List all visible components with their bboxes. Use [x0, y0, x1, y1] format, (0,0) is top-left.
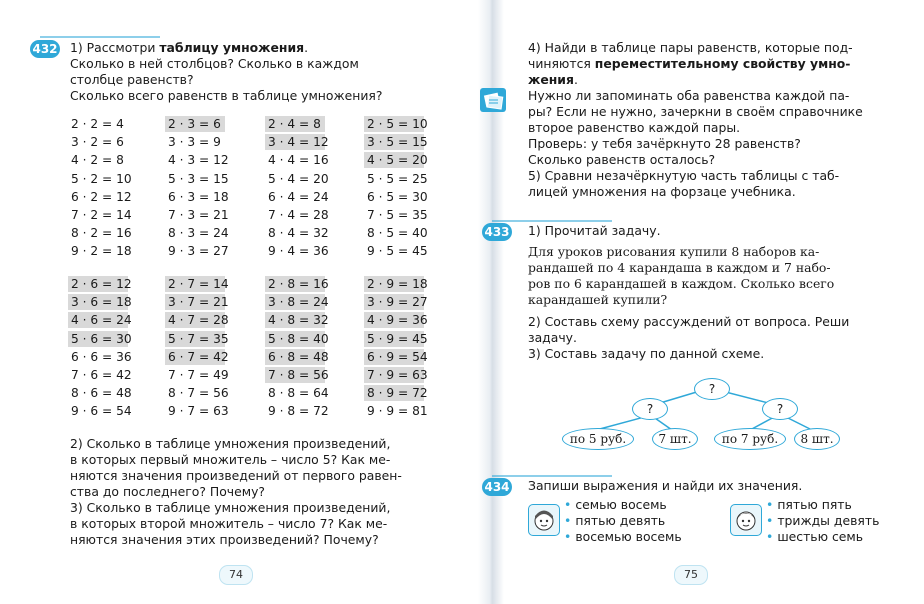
multiplication-equation: 9 · 6 = 54 — [71, 404, 132, 419]
multiplication-equation: 2 · 2 = 4 — [71, 117, 124, 131]
scheme-leaf: по 5 руб. — [562, 428, 634, 450]
task432-q1-line3: столбце равенств? — [70, 72, 194, 87]
multiplication-equation: 6 · 5 = 30 — [367, 189, 428, 204]
task432-q1-line1: 1) Рассмотри таблицу умножения. — [70, 40, 309, 55]
task434-right-item: • пятью пять — [766, 497, 852, 512]
multiplication-equation: 8 · 6 = 48 — [71, 386, 132, 401]
task-number-badge: 433 — [482, 223, 512, 241]
multiplication-equation: 4 · 3 = 12 — [168, 153, 229, 168]
multiplication-equation: 2 · 4 = 8 — [265, 116, 325, 132]
task-header-line — [492, 220, 612, 222]
task434-left-item: • восемью восемь — [564, 529, 682, 544]
multiplication-equation: 7 · 2 = 14 — [71, 208, 132, 222]
task433-problem-line3: ров по 6 карандашей в каждом. Сколько всего — [528, 276, 835, 291]
multiplication-equation: 9 · 5 = 45 — [367, 244, 428, 259]
multiplication-equation: 5 · 2 = 10 — [71, 171, 132, 186]
task-number-badge: 434 — [482, 478, 512, 496]
scheme-node-top: ? — [694, 378, 730, 400]
reference-book-icon — [480, 88, 506, 112]
task432-q1-line2: Сколько в ней столбцов? Сколько в каждом — [70, 56, 359, 71]
multiplication-equation: 7 · 5 = 35 — [367, 208, 428, 222]
multiplication-equation: 3 · 5 = 15 — [364, 134, 424, 150]
task434-title: Запиши выражения и найди их значения. — [528, 478, 803, 493]
q4-line1: 4) Найди в таблице пары равенств, которые под- — [528, 40, 853, 55]
task433-q2-line2: задачу. — [528, 330, 577, 345]
multiplication-equation: 6 · 6 = 36 — [71, 349, 132, 364]
multiplication-equation: 2 · 8 = 16 — [265, 276, 325, 292]
task432-q2-line2: в которых первый множитель – число 5? Как ме- — [70, 452, 391, 467]
multiplication-equation: 6 · 2 = 12 — [71, 189, 132, 204]
multiplication-equation: 9 · 9 = 81 — [367, 404, 428, 419]
multiplication-equation: 7 · 7 = 49 — [168, 368, 229, 382]
multiplication-equation: 4 · 4 = 16 — [268, 153, 329, 168]
multiplication-equation: 3 · 9 = 27 — [364, 294, 424, 310]
multiplication-equation: 6 · 8 = 48 — [265, 349, 325, 365]
multiplication-equation: 4 · 5 = 20 — [364, 152, 424, 168]
multiplication-equation: 4 · 6 = 24 — [68, 312, 128, 328]
q4-rest-line3: второе равенство каждой пары. — [528, 120, 741, 135]
task432-q3-line3: няются значения этих произведений? Почему? — [70, 532, 379, 547]
q4-line3: жения. — [528, 72, 578, 87]
multiplication-equation: 2 · 6 = 12 — [68, 276, 128, 292]
task432-q2-line3: няются значения произведений от первого равен- — [70, 468, 402, 483]
multiplication-equation: 2 · 7 = 14 — [165, 276, 225, 292]
multiplication-equation: 5 · 3 = 15 — [168, 171, 229, 186]
page-number: 75 — [674, 565, 708, 585]
multiplication-equation: 6 · 3 = 18 — [168, 189, 229, 204]
q4-rest-line5: Сколько равенств осталось? — [528, 152, 716, 167]
task433-q2-line1: 2) Составь схему рассуждений от вопроса. Реши — [528, 314, 850, 329]
task433-problem-line2: рандашей по 4 карандаша в каждом и 7 набо- — [528, 260, 831, 275]
multiplication-equation: 2 · 3 = 6 — [165, 116, 225, 132]
multiplication-equation: 6 · 7 = 42 — [165, 349, 225, 365]
q4-rest-line1: Нужно ли запоминать оба равенства каждой па- — [528, 88, 850, 103]
task433-q3: 3) Составь задачу по данной схеме. — [528, 346, 765, 361]
multiplication-equation: 7 · 8 = 56 — [265, 367, 325, 383]
page-number: 74 — [219, 565, 253, 585]
multiplication-equation: 3 · 8 = 24 — [265, 294, 325, 310]
task432-q3-line2: в которых второй множитель – число 7? Как ме- — [70, 516, 388, 531]
multiplication-equation: 5 · 7 = 35 — [165, 331, 225, 347]
multiplication-equation: 3 · 4 = 12 — [265, 134, 325, 150]
task434-right-item: • шестью семь — [766, 529, 864, 544]
multiplication-equation: 5 · 6 = 30 — [68, 331, 128, 347]
multiplication-equation: 9 · 7 = 63 — [168, 404, 229, 419]
q5-line1: 5) Сравни незачёркнутую часть таблицы с таб- — [528, 168, 840, 183]
task432-q2-line1: 2) Сколько в таблице умножения произведений, — [70, 436, 391, 451]
task433-q1: 1) Прочитай задачу. — [528, 223, 661, 238]
task-header-line — [492, 475, 612, 477]
scheme-leaf: по 7 руб. — [714, 428, 786, 450]
multiplication-equation: 6 · 9 = 54 — [364, 349, 424, 365]
multiplication-equation: 7 · 6 = 42 — [71, 368, 132, 382]
multiplication-equation: 3 · 6 = 18 — [68, 294, 128, 310]
multiplication-equation: 8 · 7 = 56 — [168, 386, 229, 401]
multiplication-equation: 4 · 2 = 8 — [71, 153, 124, 168]
q4-rest-line4: Проверь: у тебя зачёркнуто 28 равенств? — [528, 136, 801, 151]
multiplication-equation: 9 · 3 = 27 — [168, 244, 229, 259]
multiplication-equation: 9 · 2 = 18 — [71, 244, 132, 259]
q5-line2: лицей умножения на форзаце учебника. — [528, 184, 796, 199]
task433-problem-line1: Для уроков рисования купили 8 наборов ка- — [528, 244, 820, 259]
multiplication-equation: 8 · 4 = 32 — [268, 226, 329, 241]
task434-left-item: • семью восемь — [564, 497, 667, 512]
multiplication-equation: 3 · 3 = 9 — [168, 135, 221, 150]
multiplication-equation: 5 · 5 = 25 — [367, 171, 428, 186]
multiplication-equation: 4 · 7 = 28 — [165, 312, 225, 328]
girl-avatar — [528, 504, 560, 536]
scheme-node-left: ? — [632, 398, 668, 420]
multiplication-equation: 8 · 9 = 72 — [364, 385, 424, 401]
multiplication-equation: 8 · 5 = 40 — [367, 226, 428, 241]
multiplication-equation: 7 · 4 = 28 — [268, 208, 329, 222]
multiplication-equation: 4 · 8 = 32 — [265, 312, 325, 328]
task434-right-item: • трижды девять — [766, 513, 880, 528]
multiplication-equation: 2 · 5 = 10 — [364, 116, 424, 132]
multiplication-equation: 8 · 2 = 16 — [71, 226, 132, 241]
multiplication-equation: 5 · 4 = 20 — [268, 171, 329, 186]
multiplication-equation: 8 · 8 = 64 — [268, 386, 329, 401]
task-header-line — [40, 36, 160, 38]
multiplication-equation: 3 · 2 = 6 — [71, 135, 124, 150]
multiplication-equation: 5 · 8 = 40 — [265, 331, 325, 347]
multiplication-equation: 8 · 3 = 24 — [168, 226, 229, 241]
multiplication-equation: 6 · 4 = 24 — [268, 189, 329, 204]
page-right — [484, 0, 924, 604]
multiplication-equation: 7 · 9 = 63 — [364, 367, 424, 383]
task-number-badge: 432 — [30, 40, 60, 58]
task432-q3-line1: 3) Сколько в таблице умножения произведений, — [70, 500, 391, 515]
task432-q2-line4: ства до последнего? Почему? — [70, 484, 265, 499]
multiplication-equation: 7 · 3 = 21 — [168, 208, 229, 222]
task434-left-item: • пятью девять — [564, 513, 666, 528]
multiplication-equation: 5 · 9 = 45 — [364, 331, 424, 347]
multiplication-equation: 9 · 4 = 36 — [268, 244, 329, 259]
task433-problem-line4: карандашей купили? — [528, 292, 668, 307]
boy-avatar — [730, 504, 762, 536]
multiplication-equation: 4 · 9 = 36 — [364, 312, 424, 328]
multiplication-equation: 3 · 7 = 21 — [165, 294, 225, 310]
multiplication-equation: 2 · 9 = 18 — [364, 276, 424, 292]
q4-rest-line2: ры? Если не нужно, зачеркни в своём справочнике — [528, 104, 863, 119]
scheme-node-right: ? — [762, 398, 798, 420]
multiplication-equation: 9 · 8 = 72 — [268, 404, 329, 419]
scheme-leaf: 8 шт. — [794, 428, 840, 450]
q4-line2: чиняются переместительному свойству умно- — [528, 56, 851, 71]
task432-q1-line4: Сколько всего равенств в таблице умножения? — [70, 88, 383, 103]
scheme-leaf: 7 шт. — [652, 428, 698, 450]
